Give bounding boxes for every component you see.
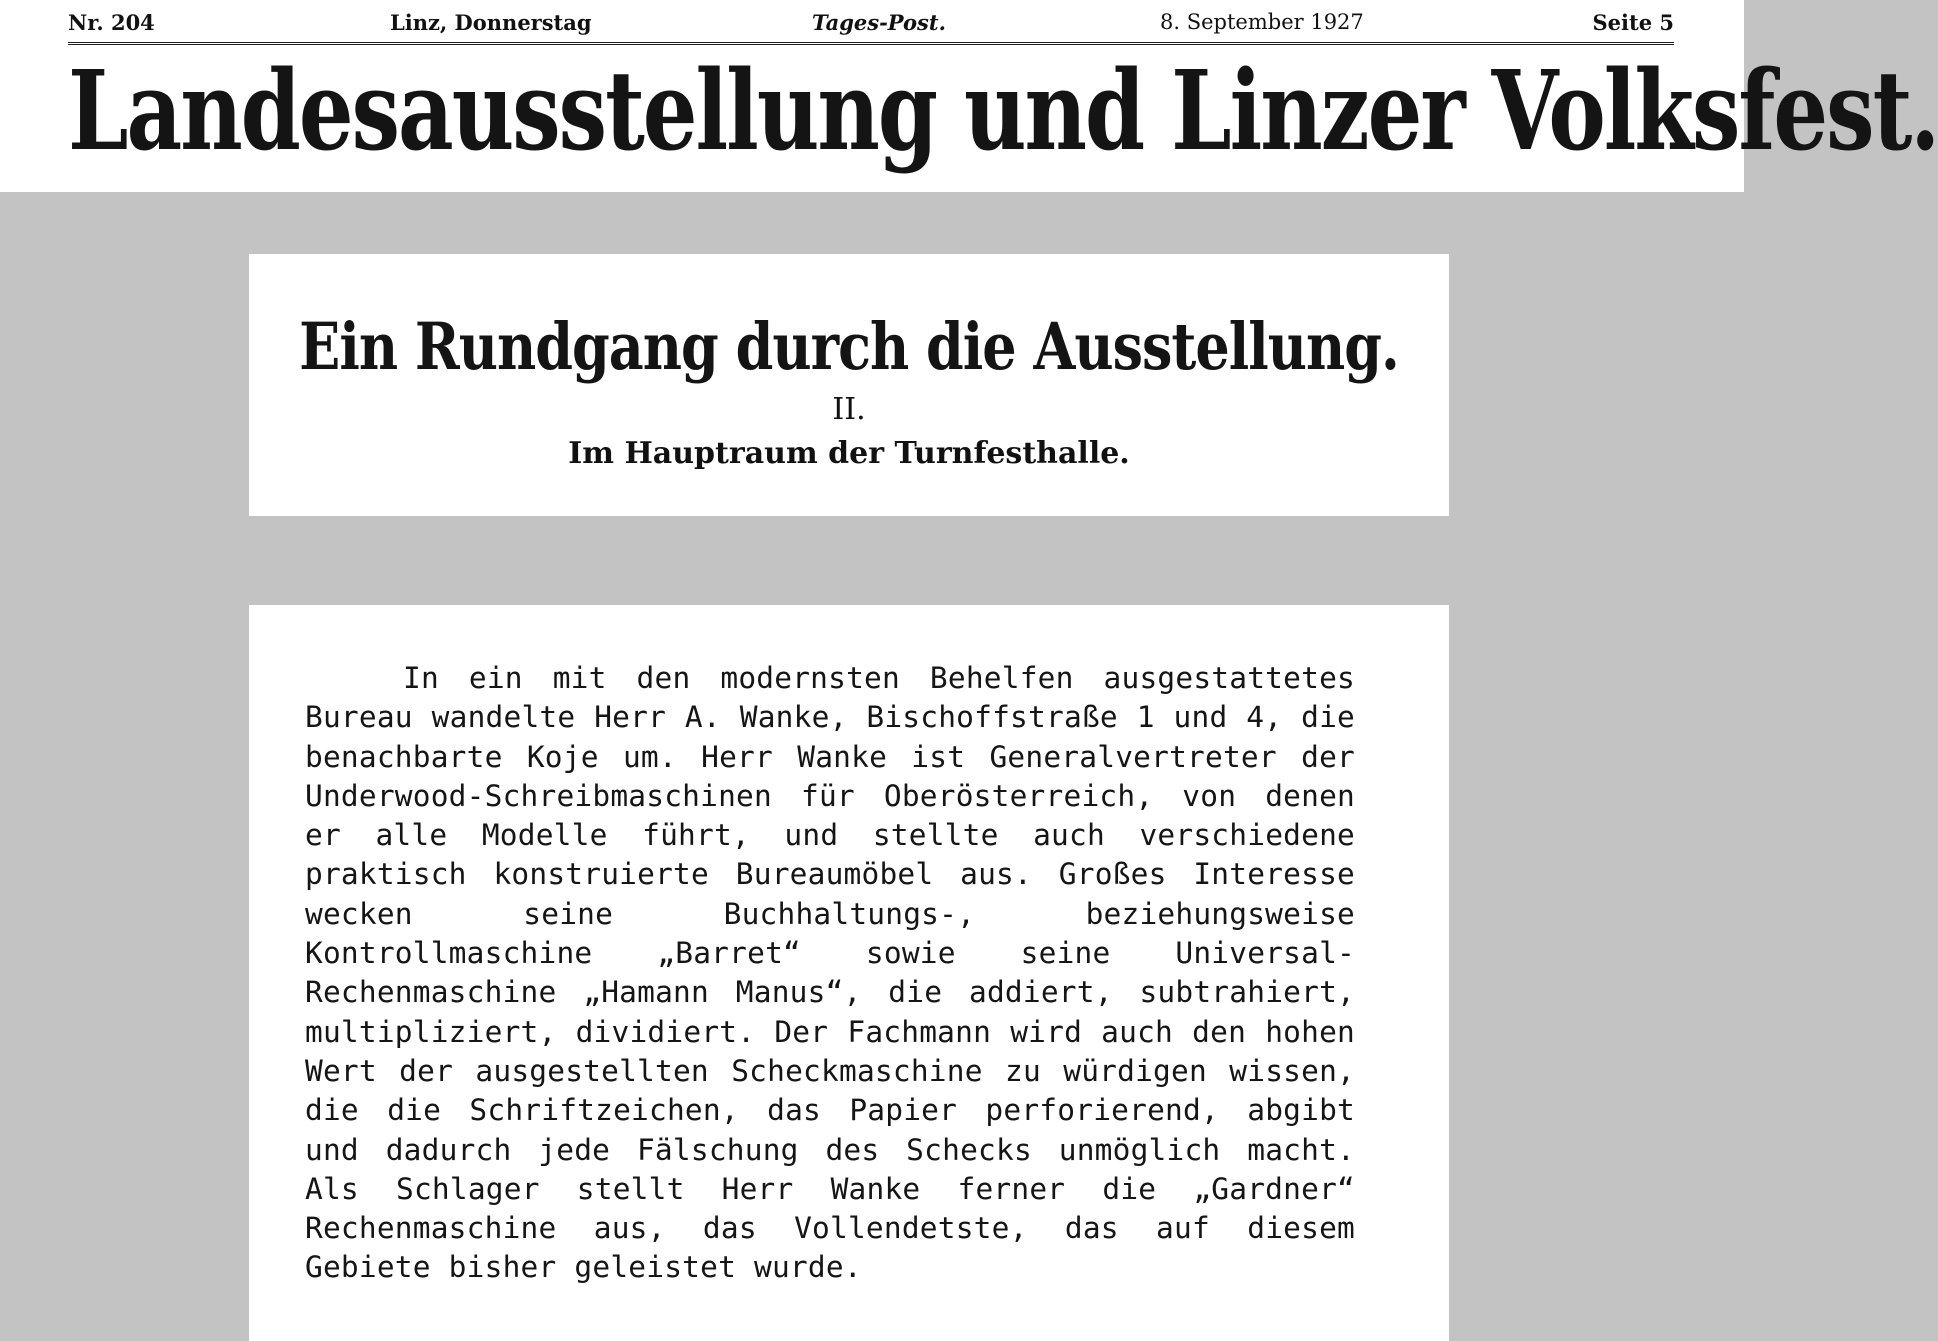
- issue-number: Nr. 204: [68, 10, 155, 35]
- section-title: Landesausstellung und Linzer Volksfest.: [68, 46, 1938, 177]
- page-number: Seite 5: [1592, 10, 1674, 35]
- article-body-clipping: [249, 605, 1449, 1341]
- newspaper-masthead: [0, 0, 1938, 192]
- article-part-number: II.: [832, 392, 866, 427]
- article-title: Ein Rundgang durch die Ausstellung.: [299, 307, 1399, 385]
- article-subtitle: Im Hauptraum der Turnfesthalle.: [568, 436, 1130, 471]
- article-headline-clipping: [249, 254, 1449, 516]
- article-body-text: In ein mit den modernsten Behelfen ausgestattetes Bureau wandelte Herr A. Wanke, Bischoffstraße 1 und 4, die benachbarte Koje um. Herr Wanke ist Generalvertreter der Underwood-Schreibmaschinen für Oberösterreich, von denen er alle Modelle führt, und stellte auch verschiedene praktisch konstruierte Bureaumöbel aus. Großes Interesse wecken seine Buchhaltungs-, beziehungsweise Kontrollmaschine „Barret“ sowie seine Universal-Rechenmaschine „Hamann Manus“, die addiert, subtrahiert, multipliziert, dividiert. Der Fachmann wird auch den hohen Wert der ausgestellten Scheckmaschine zu würdigen wissen, die die Schriftzeichen, das Papier perforierend, abgibt und dadurch jede Fälschung des Schecks unmöglich macht. Als Schlager stellt Herr Wanke ferner die „Gardner“ Rechenmaschine aus, das Vollendetste, das auf diesem Gebiete bisher geleistet wurde.: [305, 661, 1355, 1285]
- place-and-day: Linz, Donnerstag: [390, 10, 592, 35]
- newspaper-name: Tages-Post.: [812, 10, 946, 35]
- issue-date: 8. September 1927: [1160, 10, 1364, 34]
